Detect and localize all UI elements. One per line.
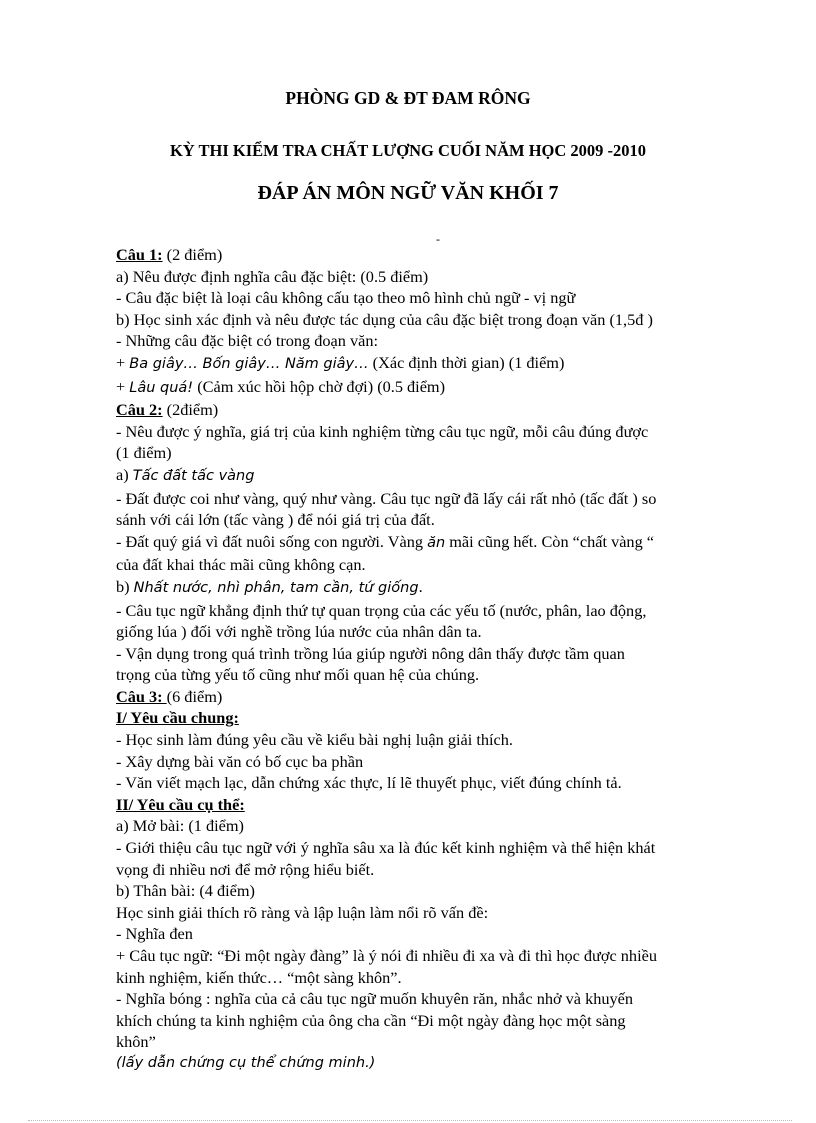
text-line: (1 điểm) [116, 443, 172, 463]
section-general-requirements: I/ Yêu cầu chung: [116, 708, 239, 728]
text-line: - Nêu được ý nghĩa, giá trị của kinh nghiệm từng câu tục ngữ, mỗi câu đúng được [116, 421, 649, 441]
text-line: b) Thân bài: (4 điểm) [116, 881, 255, 901]
text-line: + Câu tục ngữ: “Đi một ngày đàng” là ý nói đi nhiều đi xa và đi thì học được nhiều [116, 946, 657, 965]
exam-heading: KỲ THI KIỂM TRA CHẤT LƯỢNG CUỐI NĂM HỌC 2009 -2010 [169, 141, 647, 160]
text-fragment: mãi cũng hết. Còn “chất vàng “ [445, 531, 655, 551]
text-line: khích chúng ta kinh nghiệm của ông cha cần “Đi một ngày đàng học một sàng [116, 1010, 626, 1030]
text-line [116, 576, 766, 600]
text-line [116, 352, 766, 376]
stray-dash: - [436, 232, 440, 246]
text-line: - Học sinh làm đúng yêu cầu về kiểu bài nghị luận giải thích. [116, 730, 513, 750]
text-line: a) Mở bài: (1 điểm) [116, 816, 244, 836]
text-line: - Xây dựng bài văn có bố cục ba phần [116, 751, 364, 771]
question-3-score: (6 điểm) [166, 686, 223, 706]
section-specific-requirements: II/ Yêu cầu cụ thể: [116, 794, 245, 814]
text-line: Học sinh giải thích rõ ràng và lập luận làm nổi rõ vấn đề: [116, 902, 489, 922]
text-line: - Giới thiệu câu tục ngữ với ý nghĩa sâu xa là đúc kết kinh nghiệm và thể hiện khát [116, 838, 656, 858]
question-2-score: (2điểm) [162, 400, 219, 420]
text-line: trọng của từng yếu tố cũng như mối quan hệ của chúng. [116, 665, 480, 685]
text-line: giống lúa ) đối với nghề trồng lúa nước của nhân dân ta. [116, 622, 482, 642]
italic-quote: Ba giây… Bốn giây… Năm giây… [129, 355, 369, 372]
text-line: - Câu tục ngữ khẳng định thứ tự quan trọng của các yếu tố (nước, phân, lao động, [116, 600, 647, 620]
text-fragment: . [418, 576, 423, 596]
text-line: - Đất được coi như vàng, quý như vàng. Câu tục ngữ đã lấy cái rất nhỏ (tấc đất ) so [116, 488, 657, 508]
text-line: của đất khai thác mãi cũng không cạn. [116, 555, 366, 575]
question-3-title: Câu 3: [116, 686, 167, 706]
text-line: sánh với cái lớn (tấc vàng ) để nói giá trị của đất. [116, 510, 435, 530]
text-line: b) Học sinh xác định và nêu được tác dụng của câu đặc biệt trong đoạn văn (1,5đ ) [116, 309, 653, 329]
text-fragment: + [116, 352, 130, 372]
italic-quote: Tấc đất tấc vàng [132, 467, 255, 484]
question-1-heading [116, 244, 766, 266]
text-line: - Câu đặc biệt là loại câu không cấu tạo theo mô hình chủ ngữ - vị ngữ [116, 288, 576, 308]
text-fragment: (Cảm xúc hồi hộp chờ đợi) (0.5 điểm) [193, 376, 446, 396]
text-line: khôn” [116, 1032, 156, 1052]
page-bottom-border [28, 1120, 792, 1121]
text-line: vọng đi nhiều nơi để mở rộng hiểu biết. [116, 859, 375, 879]
question-1-title: Câu 1: [116, 245, 163, 264]
department-heading: PHÒNG GD & ĐT ĐAM RÔNG [285, 88, 531, 108]
text-line: - Nghĩa đen [116, 924, 193, 944]
question-2-title: Câu 2: [116, 400, 163, 420]
text-line [116, 376, 766, 400]
text-fragment: (Xác định thời gian) (1 điểm) [368, 352, 565, 372]
text-line [116, 531, 766, 555]
question-1-score: (2 điểm) [162, 245, 223, 264]
text-line: - Nghĩa bóng : nghĩa của cả câu tục ngữ muốn khuyên răn, nhắc nhở và khuyến [116, 989, 634, 1009]
italic-quote: Nhất nước, nhì phân, tam cần, tứ giống [133, 579, 419, 596]
italic-word: ăn [427, 534, 446, 551]
text-line [116, 464, 766, 488]
text-line: kinh nghiệm, kiến thức… “một sàng khôn”. [116, 967, 402, 987]
text-line: a) Nêu được định nghĩa câu đặc biệt: (0.5 điểm) [116, 266, 429, 286]
question-3-heading [116, 686, 766, 708]
document-body [116, 244, 766, 1075]
italic-note: (lấy dẫn chứng cụ thể chứng minh.) [116, 1054, 376, 1071]
answer-key-title: ĐÁP ÁN MÔN NGỮ VĂN KHỐI 7 [257, 182, 559, 204]
text-fragment: + [116, 376, 130, 396]
text-fragment: a) [116, 464, 133, 484]
text-line: - Văn viết mạch lạc, dẫn chứng xác thực, lí lẽ thuyết phục, viết đúng chính tả. [116, 773, 622, 793]
text-fragment: - Đất quý giá vì đất nuôi sống con người. Vàng [116, 531, 428, 551]
question-2-heading [116, 399, 766, 421]
text-line: - Những câu đặc biệt có trong đoạn văn: [116, 331, 379, 351]
text-line: - Vận dụng trong quá trình trồng lúa giúp người nông dân thấy được tầm quan [116, 643, 625, 663]
text-fragment: b) [116, 576, 134, 596]
italic-quote: Lâu quá! [129, 379, 194, 396]
